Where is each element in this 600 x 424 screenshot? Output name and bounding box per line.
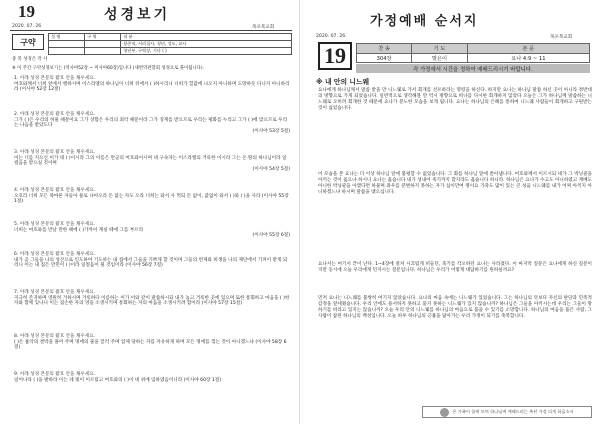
question-1: 1. 아래 성경 본문의 괄호 안을 채우세요. 여호와께서 너희 앞에서 행하시며 이스라엘의 하나님이 너희 뒤에서 ( )하시리니 너희가 헐값에 나오지 아니하며 도망하듯 다니지 아니하리라 (이사야 52장 12절) — [14, 76, 290, 93]
col-district: 구 역 — [85, 34, 121, 41]
sermon-paragraph-1: 요나에게 하나님께서 말씀 받을 만 니느웨로 가서 회개를 선포하라는 명령을 하신다. 하지만 요나는 하나님 말씀 하신 곳이 아니라 정반대의 방향으로 가게 되었습니다. 일반적으로 생각해볼 만 역시 방향으로 떠나를 다시한 회개하지 않았다 오늘은 그가 하나님께 말씀하는 니느웨로 오히려 회개한 것 때문에 요나가 분노한 모습을 보게 됩니다. 요나는 하나님의 은혜를 통하여 니느웨 사람들이 회개하고 구원받는 것이 싫었습니다. — [318, 88, 592, 111]
position-note-2: 청년부, 구역장, 기타 ( ) — [121, 48, 292, 55]
sermon-paragraph-2: 이 모습을 본 요나는 더 이상 하나님 앞에 불평할 수 없었습니다. 그 화를 하나님 앞에 쏟아냅니다. 여호와께서 이르시되 네가 그 박넝쿨을 아끼는 것이 옳으냐 하시니 요나는 옳습니다 내가 성내어 죽기까지 할지라도 옳습니다 하니라. 하나님은 요나가 수고도 아니하였고 재배도 아니한 박넝쿨을 아꼈다면 하물며 좌우를 분변하지 못하는 자가 십이만여 명이요 가축도 많이 있는 큰 성읍 니느웨를 내가 어찌 아끼지 아니하겠느냐 하시며 말씀을 맺으십니다. — [318, 172, 592, 195]
page-title: 성경보기 — [104, 7, 171, 23]
scripture-header: 본 문 — [467, 44, 589, 54]
date: 2020. 07. 26 — [12, 24, 42, 29]
praying-hands-icon — [440, 408, 449, 417]
prayer-header: 기 도 — [412, 44, 468, 54]
sermon-title: ※ 내 안의 니느웨 — [316, 78, 370, 86]
scripture-value: 요나 4:9 ~ 11 — [467, 54, 589, 63]
question-6: 6. 아래 성경 본문의 괄호 안을 채우세요. 내가 곧 그들을 나의 성산으로 인도하여 기도하는 내 집에서 그들을 기쁘게 할 것이며 그들의 번제와 희생을 나의 제단에서 기꺼이 받게 되리니 이는 내 집은 만민이 ( )이라 일컬음이 될 것임이라 (이사야 56장 7절) — [14, 252, 288, 269]
hymn-value: 304장 — [357, 54, 412, 63]
question-3: 3. 아래 성경 본문의 괄호 안을 채우세요. 이는 너를 지으신 이가 네 ( )이시라 그의 이름은 만군의 여호와이시며 네 구속자는 이스라엘의 거룩한 이시라 그는 온 땅의 하나님이라 일컬음을 받으실 것이며 (이사야 54장 5절) — [14, 150, 290, 173]
info-table — [48, 33, 292, 55]
worship-date: 2020. 07. 26. — [316, 34, 347, 39]
question-9: 9. 아래 성경 본문의 괄호 안을 채우세요. 일어나라 ( )을 발하라 이는 네 빛이 이르렀고 여호와의 ( )이 네 위에 임하였음이니라 (이사야 60장 1절) — [14, 372, 222, 383]
sermon-paragraph-3: 요나서는 여기서 끝이 난다. 1~4장에 걸쳐 시끄럽게 떠들던, 죽기를 각오하던 요나는 사라졌다. 이 마지막 질문은 요나에게 하신 질문이지만 동시에 오늘 우리에게 던지시는 질문입니다. 하나님은 우리가 어떻게 대답하기를 원하실까요? — [318, 262, 592, 273]
col-name: 성 명 — [49, 34, 85, 41]
bible-quiz-page — [0, 0, 298, 424]
instruction-text: ※ 이 주간 구약성경보기는 (역사야52장 ~ 미사아60장)입니다 (새번역관할회 성경으로 풀이됩니다). — [12, 66, 205, 71]
question-8: 8. 아래 성경 본문의 괄호 안을 채우세요. ( )은 흉악의 결박을 풀어 주며 멍에의 줄을 끌러 주며 압제 당하는 자를 자유하게 하며 모든 멍에를 꺾는 것이 아니겠느냐 (이사야 58장 6절) — [14, 334, 287, 351]
worship-number: 19 — [318, 42, 352, 70]
family-worship-page — [302, 0, 600, 424]
question-5: 5. 아래 성경 본문의 괄호 안을 채우세요. 너희는 여호와를 만날 만한 때에 ( )가까이 계실 때에 그를 부르라 (이사야 55장 6절) — [14, 222, 290, 239]
intro-label: 중 복 성경은 작 사 — [12, 57, 48, 62]
church-name: 목포북교회 — [252, 25, 275, 30]
worship-church: 목포북교회 — [550, 35, 573, 40]
hymn-header: 찬 송 — [357, 44, 412, 54]
question-4: 4. 아래 성경 본문의 괄호 안을 채우세요. 오호라 너희 모든 목마른 자들아 물로 나아오라 돈 없는 자도 오라 너희는 와서 사 먹되 돈 없이, 값없이 와서 ( )와 ( )을 사라 (이사야 55장 1절) — [14, 188, 289, 205]
question-7: 7. 아래 성경 본문의 괄호 안을 채우세요. 지극히 존귀하며 영원히 거하시며 거룩하다 이름하는 이가 이와 같이 말씀하시되 내가 높고 거룩한 곳에 있으며 또한 통회하고 마음을 ( )한 자와 함께 있나니 이는 겸손한 자의 영을 소생시키며 통회하는 자의 마음을 소생시키려 함이라 (이사야 57장 15절) — [14, 290, 290, 307]
worship-banner: 각 가정에서 시간을 정하여 예배드리시기 바랍니다. — [356, 64, 590, 73]
week-number: 19 — [18, 2, 35, 21]
testament-badge: 구약 — [12, 34, 44, 50]
worship-order-table — [356, 43, 590, 63]
question-2: 2. 아래 성경 본문의 괄호 안을 채우세요. 그가 ( )은 우리의 허물 때문이요 그가 상함은 우리의 죄악 때문이라 그가 징계를 받으므로 우리는 평화를 누리고 그가 ( )에 맞으므로 우리는 나음을 받았도다 (이사야 53장 5절) — [14, 112, 290, 135]
name-field[interactable] — [49, 41, 85, 48]
sermon-paragraph-4: 먼저 요나는 니느웨를 불쌍히 여기지 않았습니다. 요나의 마음 속에는 니느웨가 있었습니다. 그는 하나님의 뜻보다 자신의 판단과 민족적 감정을 앞세웠습니다. 우리 안에도 용서하지 못하고 품지 못하는 니느웨가 있지 않습니까? 하나님은 그들을 아끼시는데 우리는 그들이 망하기를 바라고 있지는 않습니까? 오늘 우리 안의 니느웨를 하나님의 마음으로 품을 수 있기를 소망합니다. 하나님의 마음을 품은 사람, 그 사람이 참된 하나님의 백성입니다. 오늘 하루 하나님의 긍휼을 닮아가는 우리 가정이 되기를 축복합니다. — [318, 296, 592, 319]
district-field[interactable] — [85, 41, 121, 48]
worship-title: 가정예배 순서지 — [370, 14, 479, 29]
page-divider — [299, 0, 300, 424]
col-position: 직 분 — [121, 34, 292, 41]
prayer-value: 맡은이 — [412, 54, 468, 63]
position-note: 항존직, 서리집사, 청년, 성도, 교사 — [121, 41, 292, 48]
footer-banner: 온 가족이 함께 모여 하나님께 예배드리는 복된 가정 되게 하옵소서 — [422, 406, 592, 418]
header-rule — [10, 30, 292, 31]
